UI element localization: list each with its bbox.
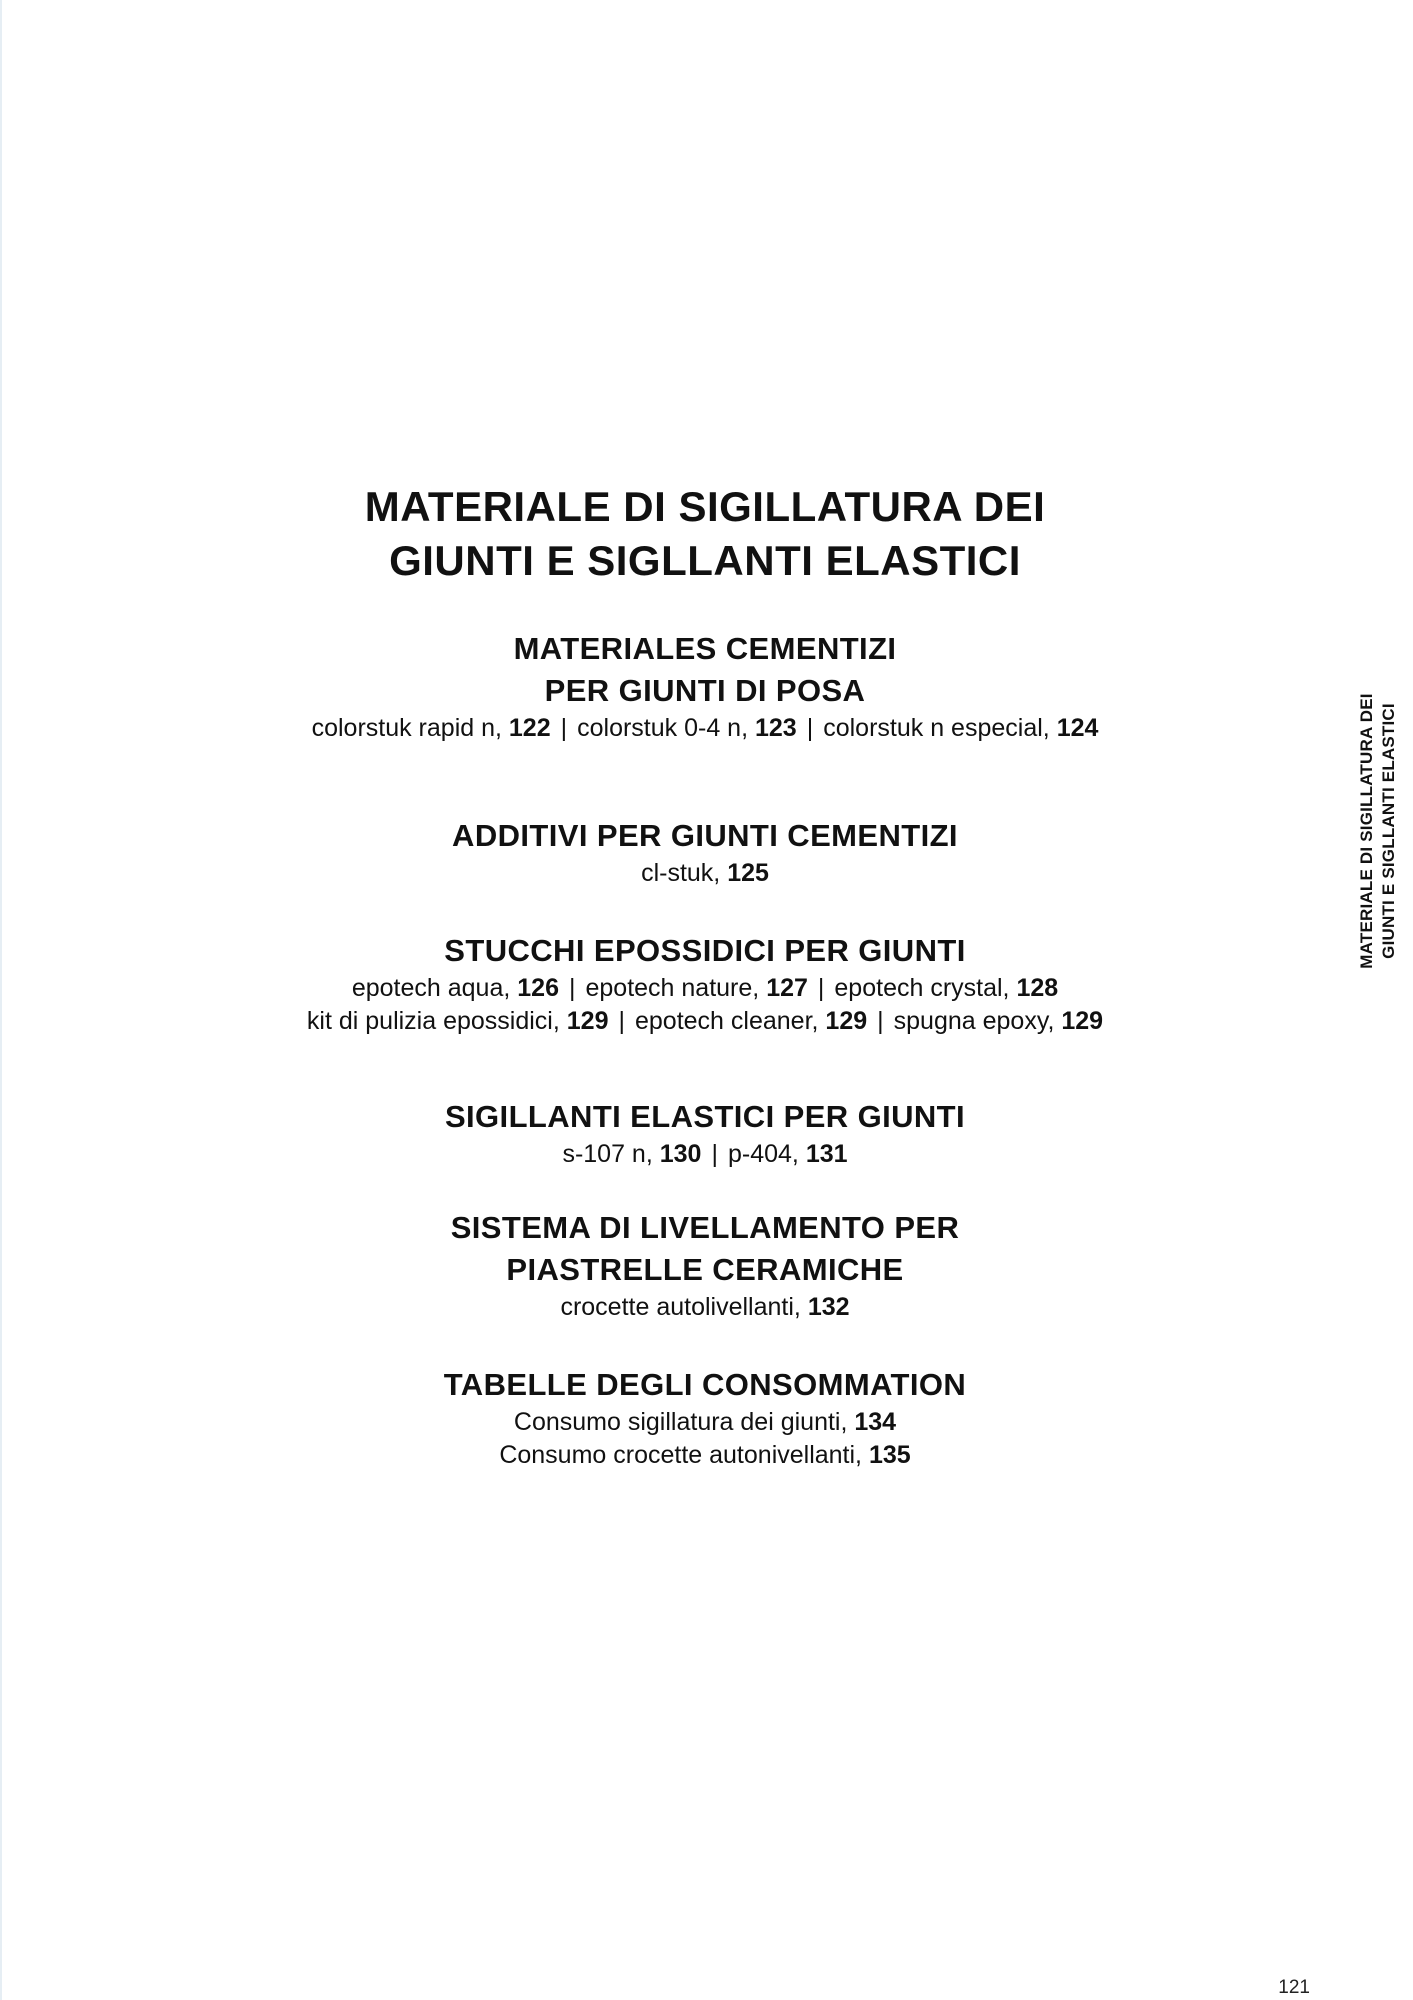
- item-separator: |: [618, 1007, 625, 1035]
- item-separator: |: [817, 974, 825, 1002]
- toc-entry-name: spugna epoxy,: [893, 1007, 1055, 1035]
- toc-sections: [200, 628, 1210, 1472]
- section-title: TABELLE DEGLI CONSOMMATION: [443, 1367, 967, 1402]
- toc-entry[interactable]: [894, 1007, 1103, 1035]
- toc-entry[interactable]: [560, 1293, 849, 1321]
- toc-entry[interactable]: [312, 714, 551, 742]
- toc-entry-name: colorstuk rapid n,: [311, 714, 502, 742]
- toc-section: [200, 1096, 1210, 1171]
- toc-entry-page: 122: [508, 714, 551, 742]
- table-of-contents: [200, 480, 1210, 1472]
- toc-section: [200, 1207, 1210, 1324]
- toc-entry-page: 129: [566, 1007, 609, 1035]
- toc-entry[interactable]: [641, 859, 769, 887]
- item-line: [200, 1005, 1210, 1038]
- toc-entry[interactable]: [307, 1007, 609, 1035]
- toc-entry-name: colorstuk n especial,: [823, 714, 1050, 742]
- toc-entry-page: 135: [868, 1441, 911, 1469]
- item-line: [200, 1291, 1210, 1324]
- item-separator: |: [711, 1140, 718, 1168]
- toc-entry[interactable]: [577, 714, 797, 742]
- item-separator: |: [560, 714, 568, 742]
- toc-entry-page: 126: [517, 974, 559, 1002]
- toc-entry[interactable]: [585, 974, 807, 1002]
- toc-entry[interactable]: [352, 974, 559, 1002]
- item-line: [200, 857, 1210, 890]
- toc-section: [200, 628, 1210, 745]
- toc-entry-page: 127: [766, 974, 808, 1002]
- toc-entry-name: epotech aqua,: [351, 974, 511, 1002]
- toc-entry-name: s-107 n,: [562, 1140, 653, 1168]
- page-number: 121: [1278, 1977, 1310, 1998]
- chapter-title: [200, 480, 1210, 588]
- item-separator: |: [568, 974, 576, 1002]
- toc-entry-page: 132: [807, 1293, 850, 1321]
- chapter-title-line: GIUNTI E SIGLLANTI ELASTICI: [389, 537, 1021, 584]
- toc-section: [200, 1364, 1210, 1472]
- section-title: MATERIALES CEMENTIZI: [513, 631, 897, 666]
- toc-entry[interactable]: [499, 1441, 910, 1469]
- side-tab-line: MATERIALE DI SIGILLATURA DEI: [1357, 693, 1376, 969]
- toc-entry-name: p-404,: [727, 1140, 799, 1168]
- item-line: [200, 1439, 1210, 1472]
- section-title: SIGILLANTI ELASTICI PER GIUNTI: [444, 1099, 966, 1134]
- toc-entry[interactable]: [514, 1408, 896, 1436]
- toc-entry-name: epotech nature,: [585, 974, 760, 1002]
- toc-entry-page: 129: [825, 1007, 868, 1035]
- toc-section: [200, 815, 1210, 890]
- side-tab-line: GIUNTI E SIGLLANTI ELASTICI: [1379, 703, 1398, 959]
- section-title: PIASTRELLE CERAMICHE: [506, 1252, 904, 1287]
- chapter-side-tab: [1343, 676, 1413, 986]
- toc-entry-name: epotech cleaner,: [634, 1007, 819, 1035]
- side-tab-label: [1356, 676, 1400, 986]
- toc-entry-page: 129: [1061, 1007, 1104, 1035]
- toc-entry-page: 131: [805, 1140, 848, 1168]
- page-left-edge: [0, 0, 2, 2000]
- toc-entry-name: colorstuk 0-4 n,: [577, 714, 749, 742]
- toc-entry-name: Consumo sigillatura dei giunti,: [513, 1408, 848, 1436]
- toc-entry-page: 124: [1056, 714, 1099, 742]
- toc-entry-page: 134: [854, 1408, 897, 1436]
- chapter-title-line: MATERIALE DI SIGILLATURA DEI: [364, 483, 1046, 530]
- item-line: [200, 1138, 1210, 1171]
- toc-entry-page: 125: [727, 859, 769, 887]
- toc-entry-name: kit di pulizia epossidici,: [306, 1007, 560, 1035]
- toc-entry-name: crocette autolivellanti,: [560, 1293, 801, 1321]
- toc-section: [200, 930, 1210, 1038]
- item-line: [200, 712, 1210, 745]
- section-title: ADDITIVI PER GIUNTI CEMENTIZI: [452, 818, 958, 853]
- toc-entry-name: Consumo crocette autonivellanti,: [499, 1441, 863, 1469]
- toc-entry[interactable]: [823, 714, 1098, 742]
- section-title: PER GIUNTI DI POSA: [544, 673, 866, 708]
- section-title: STUCCHI EPOSSIDICI PER GIUNTI: [444, 933, 966, 968]
- item-separator: |: [877, 1007, 884, 1035]
- toc-entry-name: epotech crystal,: [834, 974, 1010, 1002]
- toc-entry[interactable]: [635, 1007, 867, 1035]
- toc-entry-page: 123: [755, 714, 797, 742]
- item-line: [200, 1406, 1210, 1439]
- item-separator: |: [806, 714, 814, 742]
- item-line: [200, 972, 1210, 1005]
- toc-entry-page: 128: [1016, 974, 1059, 1002]
- toc-entry[interactable]: [728, 1140, 848, 1168]
- toc-entry[interactable]: [562, 1140, 701, 1168]
- toc-entry[interactable]: [834, 974, 1058, 1002]
- toc-entry-page: 130: [659, 1140, 702, 1168]
- section-title: SISTEMA DI LIVELLAMENTO PER: [450, 1210, 960, 1245]
- toc-entry-name: cl-stuk,: [641, 859, 721, 887]
